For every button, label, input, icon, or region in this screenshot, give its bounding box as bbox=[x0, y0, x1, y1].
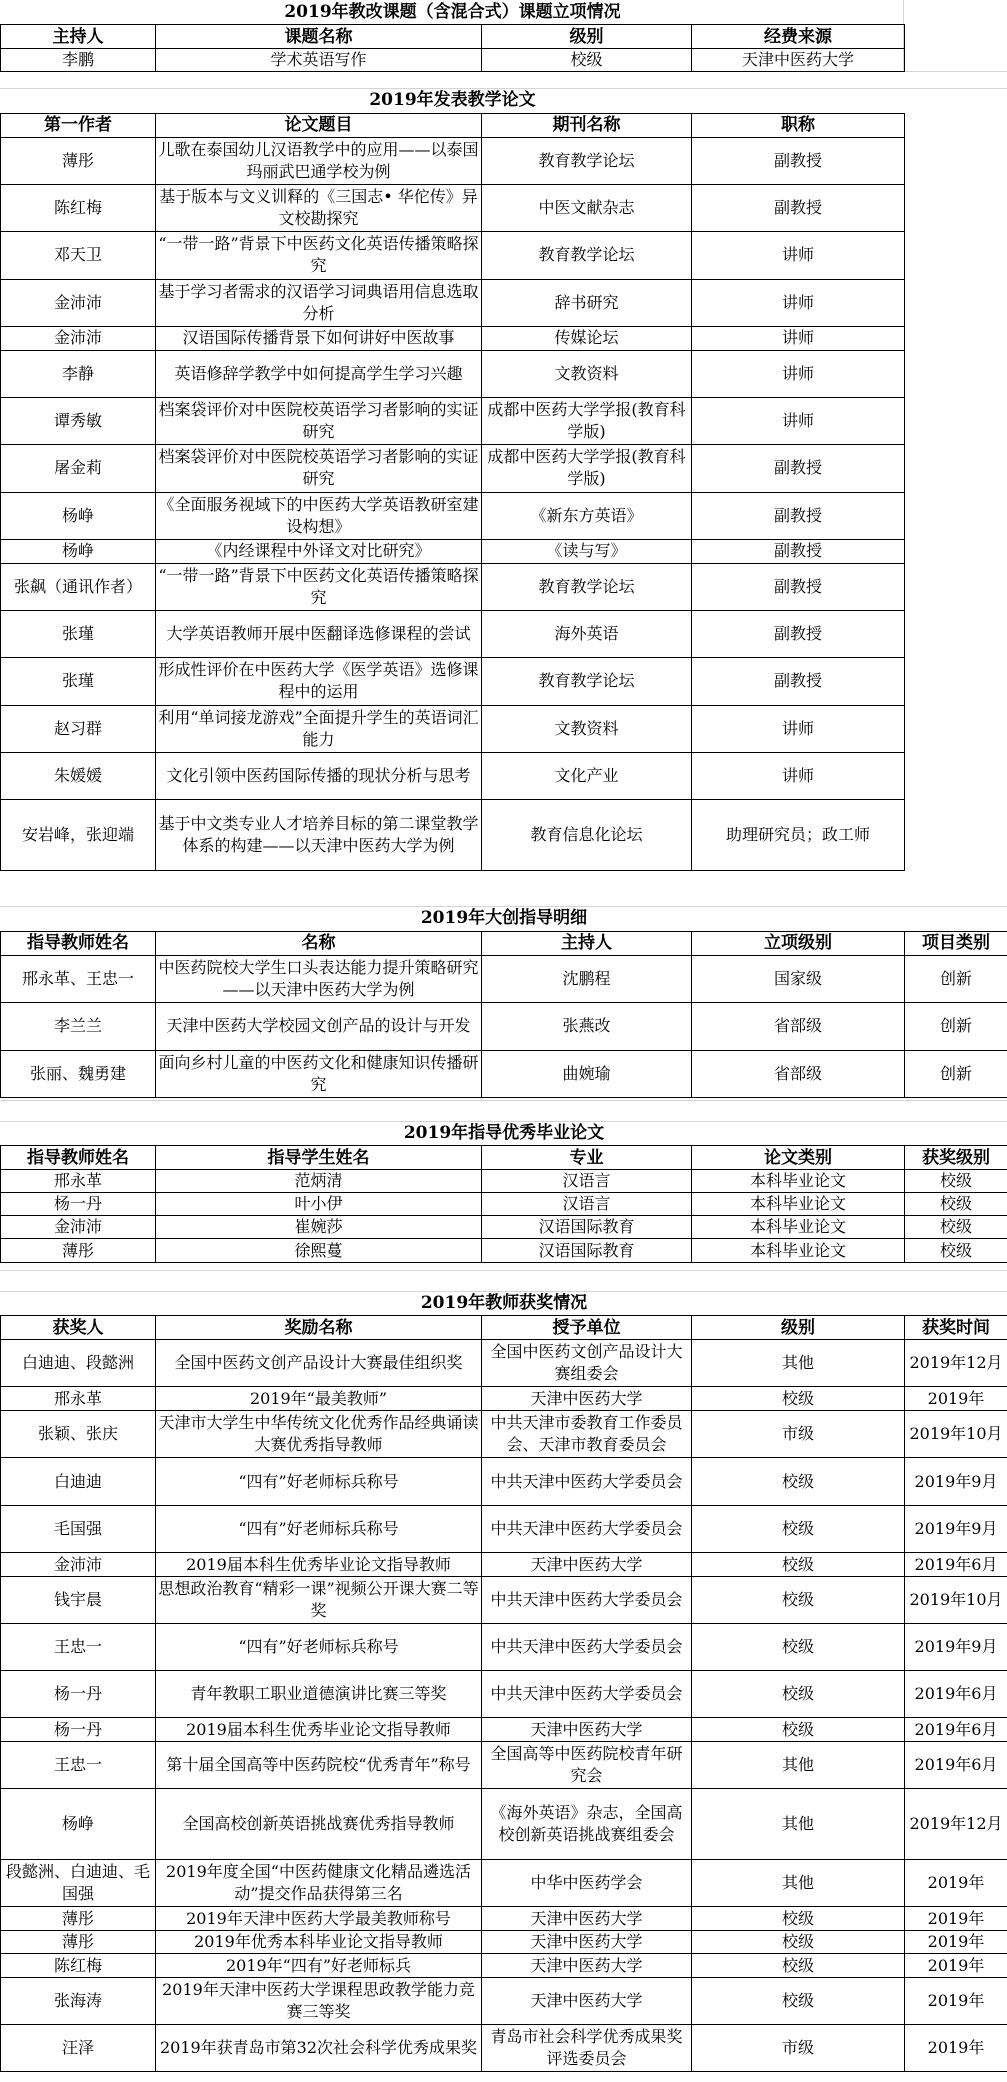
column-header: 项目类别 bbox=[905, 931, 1007, 955]
table-cell: 校级 bbox=[692, 1387, 905, 1411]
empty-row-gridline bbox=[0, 1270, 1007, 1271]
table-cell: 薄彤 bbox=[1, 1931, 156, 1954]
table-cell: 2019年 bbox=[905, 1907, 1007, 1931]
table-cell: 校级 bbox=[692, 1978, 905, 2025]
table-cell: 范炳清 bbox=[156, 1170, 482, 1193]
table-cell: 基于学习者需求的汉语学习词典语用信息选取分析 bbox=[156, 279, 482, 326]
table-cell: 校级 bbox=[905, 1216, 1007, 1239]
table-cell: 文化产业 bbox=[482, 752, 692, 799]
table-cell: 崔婉莎 bbox=[156, 1216, 482, 1239]
table-cell: 汪泽 bbox=[1, 2025, 156, 2072]
table-cell: 杨峥 bbox=[1, 1789, 156, 1860]
table-cell: 中医药院校大学生口头表达能力提升策略研究——以天津中医药大学为例 bbox=[156, 955, 482, 1002]
table-cell: 教育教学论坛 bbox=[482, 563, 692, 610]
table-cell: 文化引领中医药国际传播的现状分析与思考 bbox=[156, 752, 482, 799]
table-row bbox=[1, 1340, 1007, 1387]
table-cell: 校级 bbox=[692, 1553, 905, 1577]
column-header: 主持人 bbox=[482, 931, 692, 955]
table-cell: 曲婉瑜 bbox=[482, 1050, 692, 1097]
table-cell: 天津中医药大学 bbox=[482, 1954, 692, 1978]
teacher-awards-table bbox=[0, 1291, 1007, 2072]
table-cell: 2019年12月 bbox=[905, 1789, 1007, 1860]
table-row bbox=[1, 799, 905, 870]
table-cell: 《全面服务视域下的中医药大学英语教研室建设构想》 bbox=[156, 492, 482, 539]
table-cell: 副教授 bbox=[692, 610, 905, 657]
table-row bbox=[1, 657, 905, 705]
table-cell: 汉语国际传播背景下如何讲好中医故事 bbox=[156, 326, 482, 350]
table-cell: 学术英语写作 bbox=[156, 49, 482, 72]
table-cell: 英语修辞学教学中如何提高学生学习兴趣 bbox=[156, 350, 482, 397]
table-cell: 利用“单词接龙游戏”全面提升学生的英语词汇能力 bbox=[156, 705, 482, 752]
table-cell: 全国中医药文创产品设计大赛最佳组织奖 bbox=[156, 1340, 482, 1387]
table-row bbox=[1, 1050, 1007, 1097]
column-header: 经费来源 bbox=[692, 25, 905, 49]
table-cell: 白迪迪、段懿洲 bbox=[1, 1340, 156, 1387]
table-cell: 本科毕业论文 bbox=[692, 1193, 905, 1216]
table-cell: 辞书研究 bbox=[482, 279, 692, 326]
table-cell: “一带一路”背景下中医药文化英语传播策略探究 bbox=[156, 563, 482, 610]
table-cell: 李兰兰 bbox=[1, 1002, 156, 1050]
table-cell: 文教资料 bbox=[482, 350, 692, 397]
table-cell: 副教授 bbox=[692, 184, 905, 231]
table-cell: 传媒论坛 bbox=[482, 326, 692, 350]
table-cell: 面向乡村儿童的中医药文化和健康知识传播研究 bbox=[156, 1050, 482, 1097]
table-cell: 张丽、魏勇建 bbox=[1, 1050, 156, 1097]
table-cell: 王忠一 bbox=[1, 1624, 156, 1671]
column-header: 获奖时间 bbox=[905, 1316, 1007, 1340]
table-cell: 基于版本与文义训释的《三国志• 华佗传》异文校勘探究 bbox=[156, 184, 482, 231]
table-cell: 中共天津中医药大学委员会 bbox=[482, 1671, 692, 1718]
table-cell: 2019年9月 bbox=[905, 1458, 1007, 1506]
table-cell: 校级 bbox=[692, 1577, 905, 1624]
table-cell: 讲师 bbox=[692, 326, 905, 350]
table-cell: 张飙（通讯作者） bbox=[1, 563, 156, 610]
table-row bbox=[1, 492, 905, 539]
table-cell: 副教授 bbox=[692, 539, 905, 563]
table-cell: 2019年6月 bbox=[905, 1671, 1007, 1718]
table-cell: 其他 bbox=[692, 1860, 905, 1907]
section-title: 2019年发表教学论文 bbox=[369, 90, 536, 111]
table-cell: 张瑾 bbox=[1, 610, 156, 657]
table-cell: 2019年“最美教师” bbox=[156, 1387, 482, 1411]
graduation-thesis-table bbox=[0, 1121, 1007, 1263]
table-cell: 校级 bbox=[692, 1624, 905, 1671]
table-cell: 校级 bbox=[692, 1931, 905, 1954]
table-row bbox=[1, 1789, 1007, 1860]
table-cell: 2019年6月 bbox=[905, 1742, 1007, 1789]
table-cell: 青年教职工职业道德演讲比赛三等奖 bbox=[156, 1671, 482, 1718]
table-row bbox=[1, 1506, 1007, 1553]
table-cell: 国家级 bbox=[692, 955, 905, 1002]
column-header: 获奖人 bbox=[1, 1316, 156, 1340]
table-row bbox=[1, 231, 905, 279]
table-cell: 儿歌在泰国幼儿汉语教学中的应用——以泰国玛丽武巴通学校为例 bbox=[156, 137, 482, 184]
table-cell: 中共天津中医药大学委员会 bbox=[482, 1577, 692, 1624]
table-cell: 校级 bbox=[692, 1907, 905, 1931]
table-row bbox=[1, 137, 905, 184]
table-cell: 2019年6月 bbox=[905, 1553, 1007, 1577]
table-cell: 副教授 bbox=[692, 657, 905, 705]
table-cell: 汉语国际教育 bbox=[482, 1239, 692, 1263]
table-cell: 2019届本科生优秀毕业论文指导教师 bbox=[156, 1553, 482, 1577]
table-cell: 赵习群 bbox=[1, 705, 156, 752]
table-cell: 段懿洲、白迪迪、毛国强 bbox=[1, 1860, 156, 1907]
table-cell: 创新 bbox=[905, 1050, 1007, 1097]
table-cell: 校级 bbox=[905, 1239, 1007, 1263]
table-cell: 讲师 bbox=[692, 350, 905, 397]
table-row bbox=[1, 397, 905, 444]
table-cell: 形成性评价在中医药大学《医学英语》选修课程中的运用 bbox=[156, 657, 482, 705]
table-cell: 《新东方英语》 bbox=[482, 492, 692, 539]
table-row bbox=[1, 1577, 1007, 1624]
table-cell: 2019年 bbox=[905, 2025, 1007, 2072]
section-title: 2019年教师获奖情况 bbox=[420, 1293, 588, 1313]
table-row bbox=[1, 1907, 1007, 1931]
table-cell: 市级 bbox=[692, 2025, 905, 2072]
table-cell: 李鹏 bbox=[1, 49, 156, 72]
table-cell: 叶小伊 bbox=[156, 1193, 482, 1216]
table-cell: 省部级 bbox=[692, 1050, 905, 1097]
table-cell: 金沛沛 bbox=[1, 1216, 156, 1239]
table-cell: 教育信息化论坛 bbox=[482, 799, 692, 870]
table-cell: 副教授 bbox=[692, 444, 905, 492]
table-cell: 汉语言 bbox=[482, 1170, 692, 1193]
table-cell: 金沛沛 bbox=[1, 279, 156, 326]
table-cell: 成都中医药大学学报(教育科学版) bbox=[482, 397, 692, 444]
table-row bbox=[1, 444, 905, 492]
table-cell: 天津中医药大学 bbox=[482, 1387, 692, 1411]
table-cell: 校级 bbox=[692, 1954, 905, 1978]
table-cell: 天津中医药大学校园文创产品的设计与开发 bbox=[156, 1002, 482, 1050]
table-cell: 中共天津市委教育工作委员会、天津市教育委员会 bbox=[482, 1411, 692, 1458]
table-cell: 全国中医药文创产品设计大赛组委会 bbox=[482, 1340, 692, 1387]
table-cell: 薄彤 bbox=[1, 1239, 156, 1263]
table-cell: “一带一路”背景下中医药文化英语传播策略探究 bbox=[156, 231, 482, 279]
table-cell: 杨峥 bbox=[1, 492, 156, 539]
table-cell: 张燕改 bbox=[482, 1002, 692, 1050]
table-row bbox=[1, 1624, 1007, 1671]
table-cell: 中华中医药学会 bbox=[482, 1860, 692, 1907]
table-row bbox=[1, 1954, 1007, 1978]
table-row bbox=[1, 49, 905, 72]
table-cell: 2019年天津中医药大学最美教师称号 bbox=[156, 1907, 482, 1931]
table-cell: 天津中医药大学 bbox=[482, 1553, 692, 1577]
table-cell: 陈红梅 bbox=[1, 1954, 156, 1978]
table-cell: 《海外英语》杂志，全国高校创新英语挑战赛组委会 bbox=[482, 1789, 692, 1860]
table-cell: 安岩峰，张迎端 bbox=[1, 799, 156, 870]
column-header: 期刊名称 bbox=[482, 113, 692, 137]
section-title: 2019年大创指导明细 bbox=[420, 908, 588, 929]
table-row bbox=[1, 1193, 1007, 1216]
column-header: 职称 bbox=[692, 113, 905, 137]
research-projects-table bbox=[0, 0, 905, 72]
table-cell: 讲师 bbox=[692, 231, 905, 279]
table-cell: 档案袋评价对中医院校英语学习者影响的实证研究 bbox=[156, 444, 482, 492]
table-row bbox=[1, 184, 905, 231]
table-row bbox=[1, 2025, 1007, 2072]
table-cell: 杨一丹 bbox=[1, 1718, 156, 1742]
table-cell: 中共天津中医药大学委员会 bbox=[482, 1458, 692, 1506]
table-row bbox=[1, 1170, 1007, 1193]
table-cell: 助理研究员；政工师 bbox=[692, 799, 905, 870]
table-cell: 谭秀敏 bbox=[1, 397, 156, 444]
table-cell: 文教资料 bbox=[482, 705, 692, 752]
table-cell: 汉语国际教育 bbox=[482, 1216, 692, 1239]
table-row bbox=[1, 350, 905, 397]
table-cell: 创新 bbox=[905, 955, 1007, 1002]
table-cell: 钱宇晨 bbox=[1, 1577, 156, 1624]
column-header: 授予单位 bbox=[482, 1316, 692, 1340]
column-header: 奖励名称 bbox=[156, 1316, 482, 1340]
table-cell: 屠金莉 bbox=[1, 444, 156, 492]
column-header: 名称 bbox=[156, 931, 482, 955]
column-header: 主持人 bbox=[1, 25, 156, 49]
section-title: 2019年指导优秀毕业论文 bbox=[403, 1123, 605, 1143]
column-header: 第一作者 bbox=[1, 113, 156, 137]
table-cell: 思想政治教育“精彩一课”视频公开课大赛二等奖 bbox=[156, 1577, 482, 1624]
table-row bbox=[1, 539, 905, 563]
table-cell: 全国高校创新英语挑战赛优秀指导教师 bbox=[156, 1789, 482, 1860]
table-row bbox=[1, 705, 905, 752]
table-cell: 邢永革 bbox=[1, 1387, 156, 1411]
table-cell: 中医文献杂志 bbox=[482, 184, 692, 231]
table-cell: 朱媛媛 bbox=[1, 752, 156, 799]
table-cell: 2019年 bbox=[905, 1860, 1007, 1907]
table-cell: 2019年10月 bbox=[905, 1411, 1007, 1458]
table-cell: 2019年6月 bbox=[905, 1718, 1007, 1742]
column-header: 指导教师姓名 bbox=[1, 931, 156, 955]
table-cell: 中共天津中医药大学委员会 bbox=[482, 1624, 692, 1671]
table-cell: 邢永革 bbox=[1, 1170, 156, 1193]
table-cell: 校级 bbox=[692, 1506, 905, 1553]
table-cell: 教育教学论坛 bbox=[482, 231, 692, 279]
table-cell: 基于中文类专业人才培养目标的第二课堂教学体系的构建——以天津中医药大学为例 bbox=[156, 799, 482, 870]
table-row bbox=[1, 610, 905, 657]
table-row bbox=[1, 279, 905, 326]
table-cell: 天津中医药大学 bbox=[482, 1718, 692, 1742]
table-cell: 李静 bbox=[1, 350, 156, 397]
table-cell: 2019年12月 bbox=[905, 1340, 1007, 1387]
published-papers-table bbox=[0, 88, 905, 871]
table-cell: 2019年10月 bbox=[905, 1577, 1007, 1624]
table-row bbox=[1, 752, 905, 799]
table-cell: 金沛沛 bbox=[1, 326, 156, 350]
table-cell: 2019年 bbox=[905, 1978, 1007, 2025]
table-row bbox=[1, 1671, 1007, 1718]
table-cell: 教育教学论坛 bbox=[482, 657, 692, 705]
column-header: 获奖级别 bbox=[905, 1146, 1007, 1170]
table-cell: “四有”好老师标兵称号 bbox=[156, 1624, 482, 1671]
table-cell: 海外英语 bbox=[482, 610, 692, 657]
table-cell: 天津中医药大学 bbox=[482, 1978, 692, 2025]
table-cell: 张海涛 bbox=[1, 1978, 156, 2025]
table-cell: 全国高等中医药院校青年研究会 bbox=[482, 1742, 692, 1789]
table-cell: 2019年9月 bbox=[905, 1506, 1007, 1553]
column-header: 论文类别 bbox=[692, 1146, 905, 1170]
table-cell: 省部级 bbox=[692, 1002, 905, 1050]
table-cell: 副教授 bbox=[692, 563, 905, 610]
table-cell: 其他 bbox=[692, 1340, 905, 1387]
table-cell: 本科毕业论文 bbox=[692, 1216, 905, 1239]
table-cell: 副教授 bbox=[692, 492, 905, 539]
table-cell: 2019年 bbox=[905, 1931, 1007, 1954]
table-cell: 杨一丹 bbox=[1, 1193, 156, 1216]
table-cell: 毛国强 bbox=[1, 1506, 156, 1553]
table-row bbox=[1, 1742, 1007, 1789]
column-header: 指导教师姓名 bbox=[1, 1146, 156, 1170]
table-cell: 薄彤 bbox=[1, 137, 156, 184]
table-cell: 档案袋评价对中医院校英语学习者影响的实证研究 bbox=[156, 397, 482, 444]
table-cell: 中共天津中医药大学委员会 bbox=[482, 1506, 692, 1553]
table-cell: 邓天卫 bbox=[1, 231, 156, 279]
table-cell: 张瑾 bbox=[1, 657, 156, 705]
table-cell: 沈鹏程 bbox=[482, 955, 692, 1002]
table-cell: 张颖、张庆 bbox=[1, 1411, 156, 1458]
table-row bbox=[1, 1387, 1007, 1411]
column-header: 专业 bbox=[482, 1146, 692, 1170]
table-cell: 第十届全国高等中医药院校“优秀青年”称号 bbox=[156, 1742, 482, 1789]
table-cell: 天津中医药大学 bbox=[482, 1931, 692, 1954]
table-row bbox=[1, 1216, 1007, 1239]
table-cell: 成都中医药大学学报(教育科学版) bbox=[482, 444, 692, 492]
table-cell: 徐熙蔓 bbox=[156, 1239, 482, 1263]
table-row bbox=[1, 1002, 1007, 1050]
column-header: 指导学生姓名 bbox=[156, 1146, 482, 1170]
table-cell: 邢永革、王忠一 bbox=[1, 955, 156, 1002]
table-cell: 杨一丹 bbox=[1, 1671, 156, 1718]
table-row bbox=[1, 1718, 1007, 1742]
table-cell: 讲师 bbox=[692, 279, 905, 326]
table-row bbox=[1, 955, 1007, 1002]
table-row bbox=[1, 563, 905, 610]
table-cell: 王忠一 bbox=[1, 1742, 156, 1789]
table-cell: 2019年9月 bbox=[905, 1624, 1007, 1671]
table-cell: 《内经课程中外译文对比研究》 bbox=[156, 539, 482, 563]
table-cell: 市级 bbox=[692, 1411, 905, 1458]
table-cell: 薄彤 bbox=[1, 1907, 156, 1931]
table-row bbox=[1, 1860, 1007, 1907]
table-cell: 《读与写》 bbox=[482, 539, 692, 563]
table-cell: 校级 bbox=[905, 1193, 1007, 1216]
table-cell: 杨峥 bbox=[1, 539, 156, 563]
table-cell: 讲师 bbox=[692, 752, 905, 799]
column-header: 级别 bbox=[482, 25, 692, 49]
table-cell: 创新 bbox=[905, 1002, 1007, 1050]
table-row bbox=[1, 1931, 1007, 1954]
innovation-projects-table bbox=[0, 906, 1007, 1098]
table-cell: 2019年“四有”好老师标兵 bbox=[156, 1954, 482, 1978]
table-cell: “四有”好老师标兵称号 bbox=[156, 1506, 482, 1553]
table-cell: 天津中医药大学 bbox=[692, 49, 905, 72]
table-cell: 陈红梅 bbox=[1, 184, 156, 231]
table-row bbox=[1, 1458, 1007, 1506]
table-cell: 2019年 bbox=[905, 1954, 1007, 1978]
table-row bbox=[1, 326, 905, 350]
table-cell: 讲师 bbox=[692, 705, 905, 752]
table-cell: 汉语言 bbox=[482, 1193, 692, 1216]
column-header: 论文题目 bbox=[156, 113, 482, 137]
table-cell: 校级 bbox=[692, 1718, 905, 1742]
table-cell: 天津市大学生中华传统文化优秀作品经典诵读大赛优秀指导教师 bbox=[156, 1411, 482, 1458]
table-cell: 本科毕业论文 bbox=[692, 1239, 905, 1263]
table-cell: 天津中医药大学 bbox=[482, 1907, 692, 1931]
table-cell: 其他 bbox=[692, 1742, 905, 1789]
table-cell: 白迪迪 bbox=[1, 1458, 156, 1506]
table-cell: 2019年度全国“中医药健康文化精品遴选活动”提交作品获得第三名 bbox=[156, 1860, 482, 1907]
table-cell: 2019年获青岛市第32次社会科学优秀成果奖 bbox=[156, 2025, 482, 2072]
table-cell: 2019年优秀本科毕业论文指导教师 bbox=[156, 1931, 482, 1954]
table-cell: 校级 bbox=[692, 1458, 905, 1506]
table-row bbox=[1, 1411, 1007, 1458]
table-cell: 教育教学论坛 bbox=[482, 137, 692, 184]
table-cell: 讲师 bbox=[692, 397, 905, 444]
column-header: 立项级别 bbox=[692, 931, 905, 955]
table-cell: 本科毕业论文 bbox=[692, 1170, 905, 1193]
empty-row-gridline bbox=[0, 1100, 1007, 1101]
table-row bbox=[1, 1553, 1007, 1577]
section-title: 2019年教改课题（含混合式）课题立项情况 bbox=[284, 2, 621, 22]
table-cell: 2019年天津中医药大学课程思政教学能力竞赛三等奖 bbox=[156, 1978, 482, 2025]
table-cell: “四有”好老师标兵称号 bbox=[156, 1458, 482, 1506]
table-cell: 金沛沛 bbox=[1, 1553, 156, 1577]
table-cell: 其他 bbox=[692, 1789, 905, 1860]
table-cell: 大学英语教师开展中医翻译选修课程的尝试 bbox=[156, 610, 482, 657]
table-cell: 副教授 bbox=[692, 137, 905, 184]
table-row bbox=[1, 1978, 1007, 2025]
table-row bbox=[1, 1239, 1007, 1263]
table-cell: 2019届本科生优秀毕业论文指导教师 bbox=[156, 1718, 482, 1742]
table-cell: 青岛市社会科学优秀成果奖评选委员会 bbox=[482, 2025, 692, 2072]
column-header: 级别 bbox=[692, 1316, 905, 1340]
column-header: 课题名称 bbox=[156, 25, 482, 49]
table-cell: 2019年 bbox=[905, 1387, 1007, 1411]
table-cell: 校级 bbox=[905, 1170, 1007, 1193]
table-cell: 校级 bbox=[692, 1671, 905, 1718]
table-cell: 校级 bbox=[482, 49, 692, 72]
